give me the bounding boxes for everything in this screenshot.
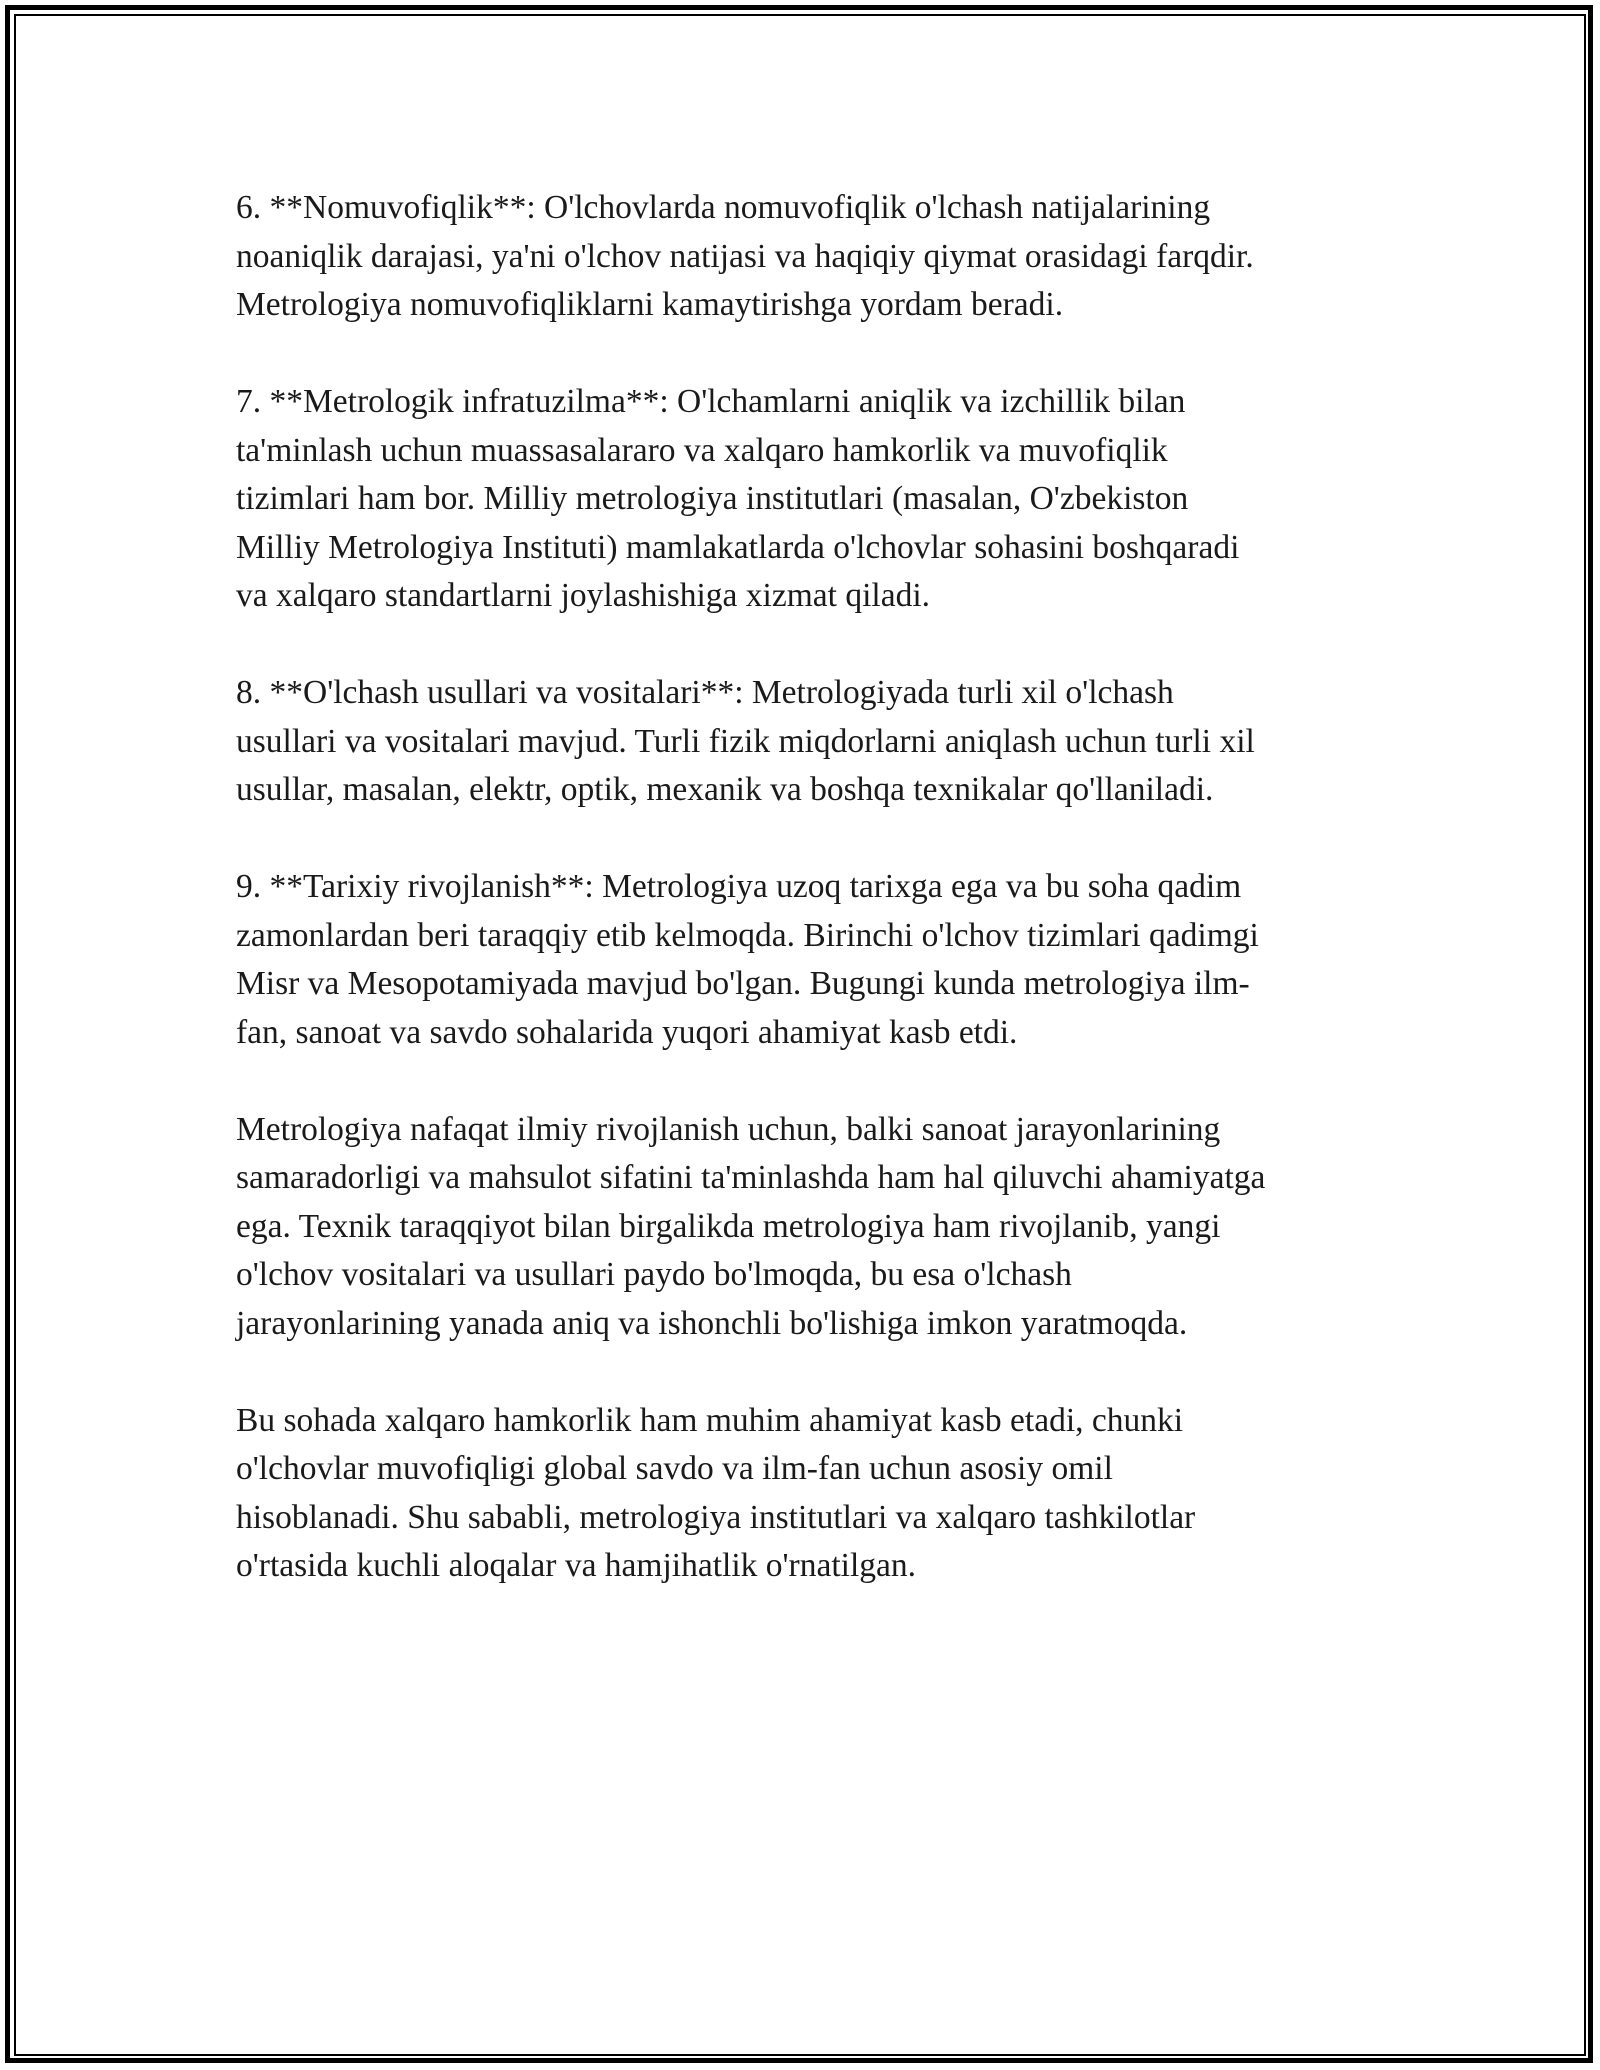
paragraph-tarixiy-rivojlanish: 9. **Tarixiy rivojlanish**: Metrologiya uzoq tarixga ega va bu soha qadim zamonlardan beri taraqqiy etib kelmoqda. Birinchi o'lchov tizimlari qadimgi Misr va Mesopotamiyada mavjud bo'lgan. Bugungi kunda metrologiya ilm- fan, sanoat va savdo sohalarida yuqori ahamiyat kasb etdi. — [236, 868, 1259, 1051]
paragraph-olchash-usullari: 8. **O'lchash usullari va vositalari**: Metrologiyada turli xil o'lchash usullari va vositalari mavjud. Turli fizik miqdorlarni aniqlash uchun turli xil usullar, masalan, elektr, optik, mexanik va boshqa texnikalar qo'llaniladi. — [236, 674, 1255, 808]
paragraph-nomuvofiqlik: 6. **Nomuvofiqlik**: O'lchovlarda nomuvofiqlik o'lchash natijalarining noaniqlik darajasi, ya'ni o'lchov natijasi va haqiqiy qiymat orasidagi farqdir. Metrologiya nomuvofiqliklarni kamaytirishga yordam beradi. — [236, 189, 1254, 323]
paragraph-metrologiya-ahamiyati: Metrologiya nafaqat ilmiy rivojlanish uchun, balki sanoat jarayonlarining samaradorligi va mahsulot sifatini ta'minlashda ham hal qiluvchi ahamiyatga ega. Texnik taraqqiyot bilan birgalikda metrologiya ham rivojlanib, yangi o'lchov vositalari va usullari paydo bo'lmoqda, bu esa o'lchash jarayonlarining yanada aniq va ishonchli bo'lishiga imkon yaratmoqda. — [236, 1110, 1266, 1342]
paragraph-metrologik-infratuzilma: 7. **Metrologik infratuzilma**: O'lchamlarni aniqlik va izchillik bilan ta'minlash uchun muassasalararo va xalqaro hamkorlik va muvofiqlik tizimlari ham bor. Milliy metrologiya institutlari (masalan, O'zbekiston Milliy Metrologiya Instituti) mamlakatlarda o'lchovlar sohasini boshqaradi va xalqaro standartlarni joylashishiga xizmat qiladi. — [236, 383, 1240, 614]
paragraph-xalqaro-hamkorlik: Bu sohada xalqaro hamkorlik ham muhim ahamiyat kasb etadi, chunki o'lchovlar muvofiqligi global savdo va ilm-fan uchun asosiy omil hisoblanadi. Shu sababli, metrologiya institutlari va xalqaro tashkilotlar o'rtasida kuchli aloqalar va hamjihatlik o'rnatilgan. — [236, 1401, 1196, 1584]
document-body — [236, 184, 1371, 1639]
